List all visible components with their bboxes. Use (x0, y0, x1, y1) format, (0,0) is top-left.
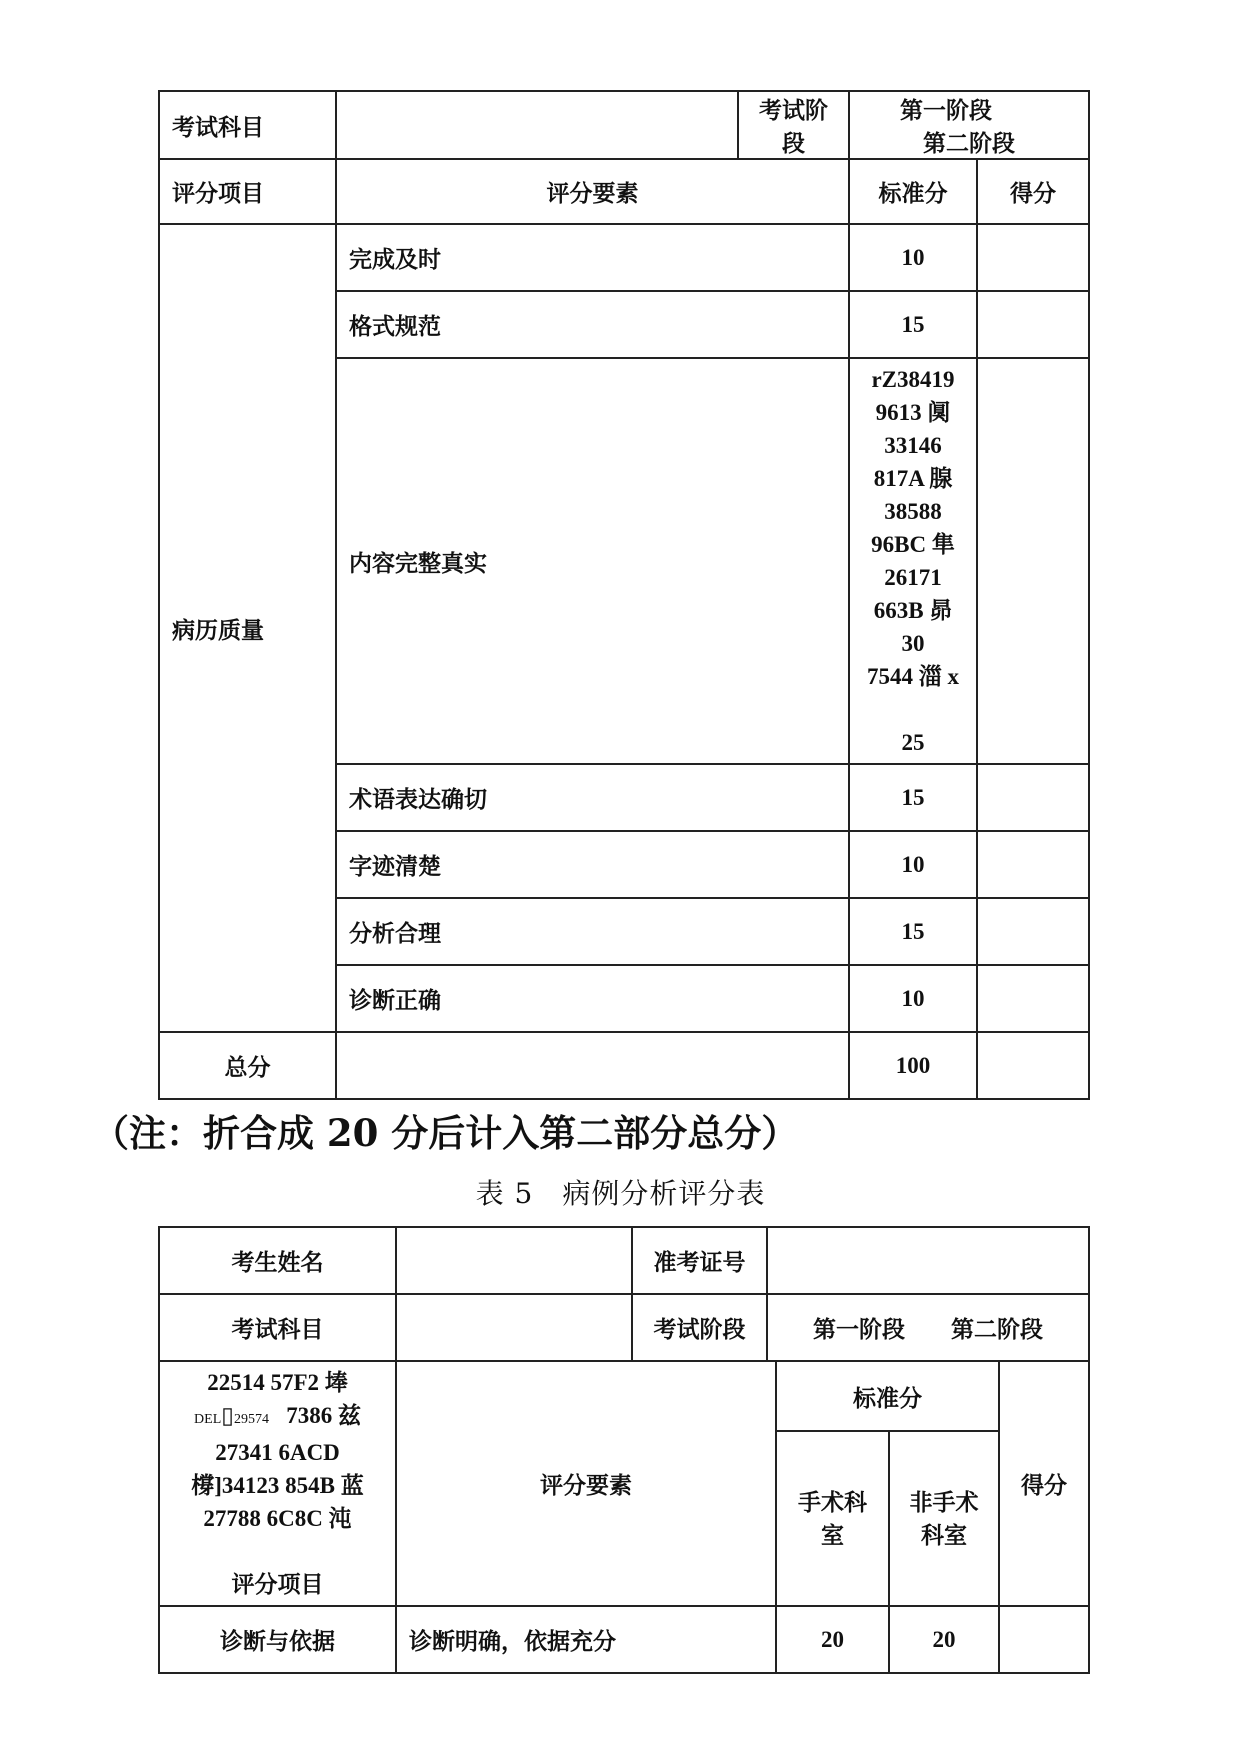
item-header-garbled: 22514 57F2 埲 DEL▯29574 7386 兹 27341 6ACD 橕]34123 854B 蓝 27788 6C8C 沌 评分项目 (159, 1361, 396, 1606)
row-standard: 10 (849, 965, 977, 1032)
subject-label: 考试科目 (159, 1294, 396, 1361)
row-surgical: 20 (776, 1606, 889, 1673)
name-label: 考生姓名 (159, 1227, 396, 1294)
row-score[interactable] (977, 358, 1089, 764)
header-element: 评分要素 (336, 159, 849, 224)
header-score: 得分 (977, 159, 1089, 224)
row-standard: 15 (849, 291, 977, 358)
total-element (336, 1032, 849, 1099)
header-nonsurgical: 非手术科室 (889, 1431, 999, 1606)
row-item: 诊断与依据 (159, 1606, 396, 1673)
table-row (159, 224, 1089, 291)
exam-id-value[interactable] (767, 1227, 1089, 1294)
row-score[interactable] (977, 965, 1089, 1032)
grading-table-1 (158, 90, 1090, 1100)
row-element: 内容完整真实 (336, 358, 849, 764)
row-standard-garbled: rZ38419 9613 阒 33146 817A 腺 38588 96BC 隼 26171 663B 昴 30 7544 湽 x 25 (849, 358, 977, 764)
row-score[interactable] (977, 831, 1089, 898)
row-element: 术语表达确切 (336, 764, 849, 831)
row-score[interactable] (977, 224, 1089, 291)
stage-options (767, 1294, 1089, 1361)
row-standard: 15 (849, 764, 977, 831)
exam-id-label: 准考证号 (632, 1227, 767, 1294)
header-standard: 标准分 (849, 159, 977, 224)
subject-label: 考试科目 (159, 91, 336, 159)
name-value[interactable] (396, 1227, 632, 1294)
header-item: 评分项目 (159, 159, 336, 224)
header-score: 得分 (999, 1361, 1089, 1606)
total-label: 总分 (159, 1032, 336, 1099)
total-row (159, 1032, 1089, 1099)
row-score[interactable] (977, 898, 1089, 965)
grading-table-2 (158, 1226, 1090, 1674)
row-score[interactable] (999, 1606, 1089, 1673)
stage-label: 考试阶段 (632, 1294, 767, 1361)
header-standard: 标准分 (776, 1361, 999, 1431)
row-nonsurgical: 20 (889, 1606, 999, 1673)
row-element: 分析合理 (336, 898, 849, 965)
stage-option-2: 第二阶段 (951, 1316, 1043, 1343)
row-standard: 10 (849, 224, 977, 291)
row-element: 诊断明确，依据充分 (396, 1606, 776, 1673)
subject-value (336, 91, 738, 159)
total-score[interactable] (977, 1032, 1089, 1099)
stage-option-1: 第一阶段 (900, 97, 992, 124)
stage-label: 考试阶段 (738, 91, 849, 159)
total-standard: 100 (849, 1032, 977, 1099)
stage-options (849, 91, 1089, 159)
row-element: 格式规范 (336, 291, 849, 358)
note-text: （注：折合成 20 分后计入第二部分总分） (92, 1111, 799, 1155)
table-caption: 表 5 病例分析评分表 (475, 1177, 766, 1210)
row-score[interactable] (977, 764, 1089, 831)
stage-option-2: 第二阶段 (923, 130, 1015, 157)
row-standard: 10 (849, 831, 977, 898)
row-score[interactable] (977, 291, 1089, 358)
row-element: 完成及时 (336, 224, 849, 291)
header-element: 评分要素 (396, 1361, 776, 1606)
table-row (159, 1606, 1089, 1673)
subject-value[interactable] (396, 1294, 632, 1361)
row-element: 诊断正确 (336, 965, 849, 1032)
row-standard: 15 (849, 898, 977, 965)
row-element: 字迹清楚 (336, 831, 849, 898)
category-label: 病历质量 (159, 224, 336, 1032)
stage-option-1: 第一阶段 (813, 1316, 905, 1343)
header-surgical: 手术科室 (776, 1431, 889, 1606)
